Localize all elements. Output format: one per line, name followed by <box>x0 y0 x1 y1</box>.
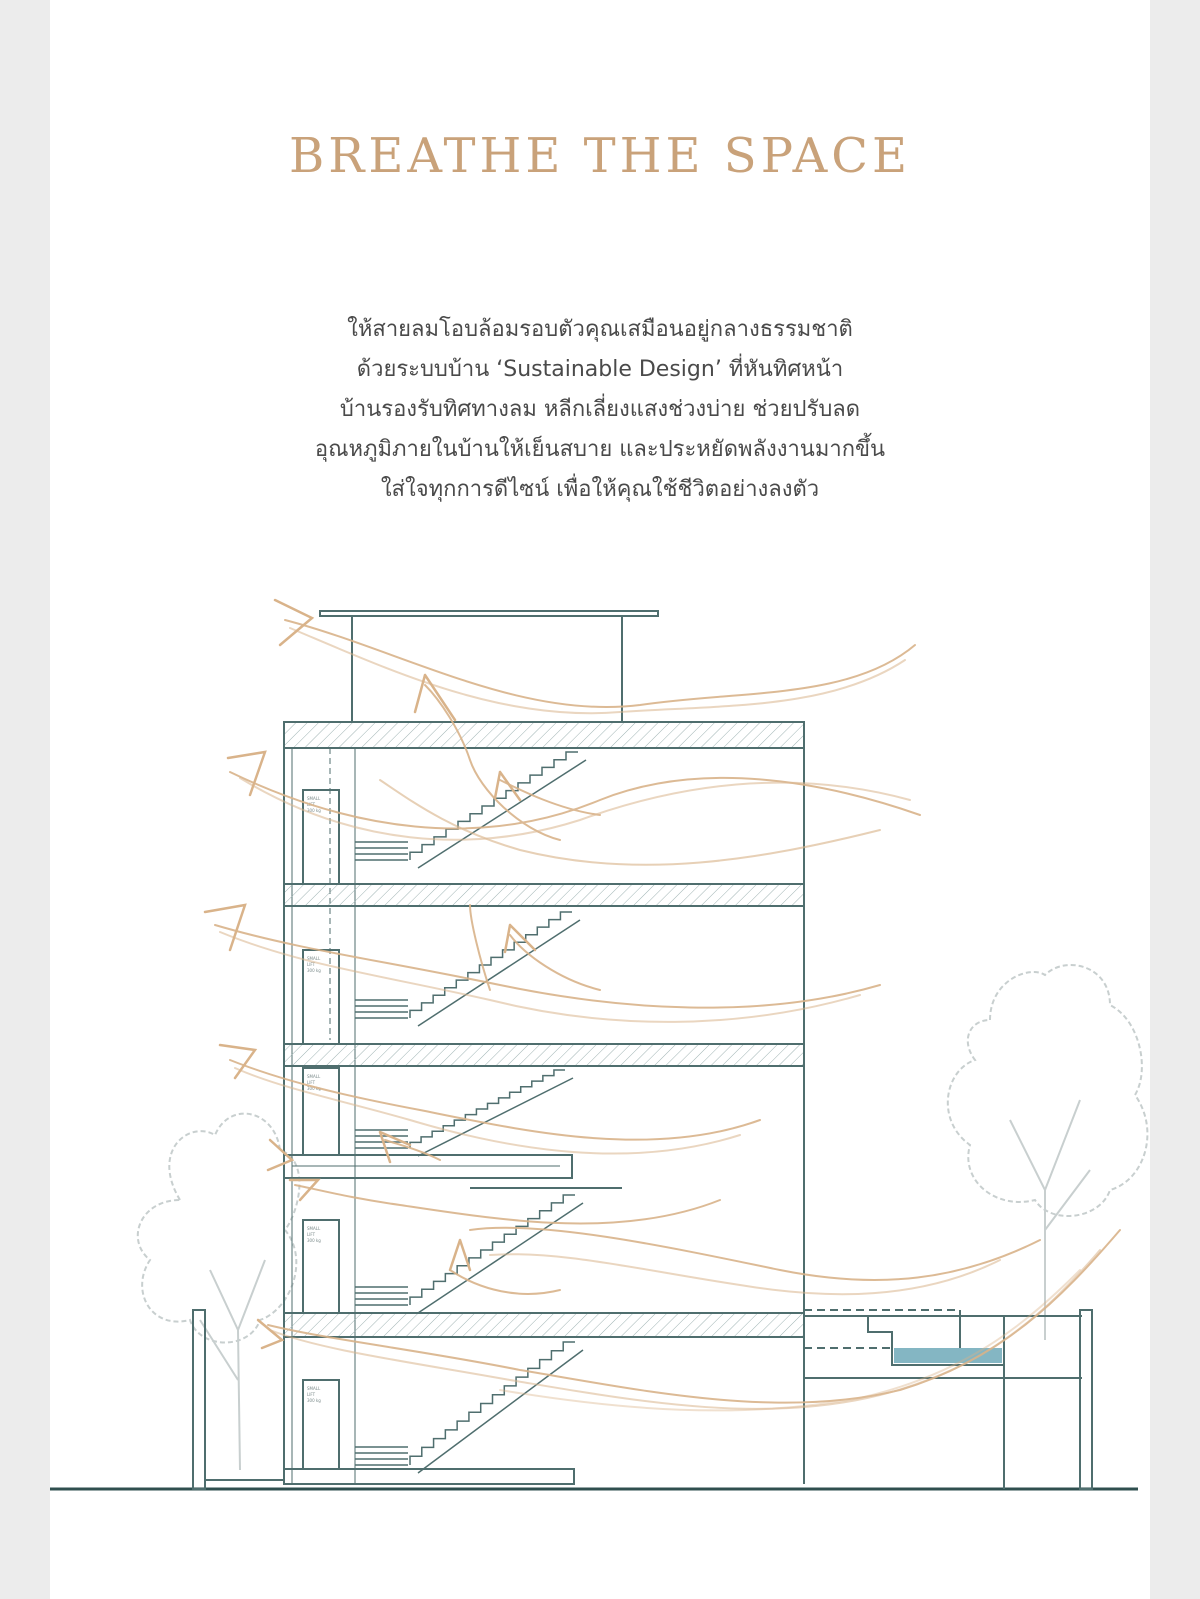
stair-flight <box>410 1342 575 1465</box>
lift-label: SMALL <box>307 1386 321 1391</box>
stair-stringer <box>418 1078 573 1156</box>
lift-label: SMALL <box>307 796 321 801</box>
description-line: ใส่ใจทุกการดีไซน์ เพื่อให้คุณใช้ชีวิตอย่างลงตัว <box>380 477 820 502</box>
page-title: BREATHE THE SPACE <box>288 128 912 184</box>
lift-label: SMALL <box>307 956 321 961</box>
stair-flight <box>410 752 578 860</box>
description-line: บ้านรองรับทิศทางลม หลีกเลี่ยงแสงช่วงบ่าย ช่วยปรับลด <box>339 397 861 422</box>
pool-water <box>894 1348 1002 1363</box>
lift-label: 300 kg <box>307 1086 321 1091</box>
arrow-icon <box>495 772 520 800</box>
lift-label: LIFT <box>307 1392 316 1397</box>
lift-label: 300 kg <box>307 968 321 973</box>
lift-label: 300 kg <box>307 1398 321 1403</box>
arrow-icon <box>505 925 535 952</box>
lift-label: 300 kg <box>307 1238 321 1243</box>
stair-flight <box>410 912 572 1018</box>
lift-label: LIFT <box>307 1232 316 1237</box>
description-line: อุณหภูมิภายในบ้านให้เย็นสบาย และประหยัดพลังงานมากขึ้น <box>314 437 886 462</box>
staircases <box>355 752 586 1473</box>
lift-label: LIFT <box>307 1080 316 1085</box>
stair-flight <box>410 1070 565 1148</box>
lift-label: LIFT <box>307 962 316 967</box>
description-line: ให้สายลมโอบล้อมรอบตัวคุณเสมือนอยู่กลางธรรมชาติ <box>347 317 853 342</box>
description-line: ด้วยระบบบ้าน ‘Sustainable Design’ ที่หันทิศหน้า <box>356 357 844 382</box>
lift-label: SMALL <box>307 1074 321 1079</box>
tree-right <box>948 965 1148 1340</box>
lift-label: 300 kg <box>307 808 321 813</box>
lift-label: LIFT <box>307 802 316 807</box>
lift-label: SMALL <box>307 1226 321 1231</box>
